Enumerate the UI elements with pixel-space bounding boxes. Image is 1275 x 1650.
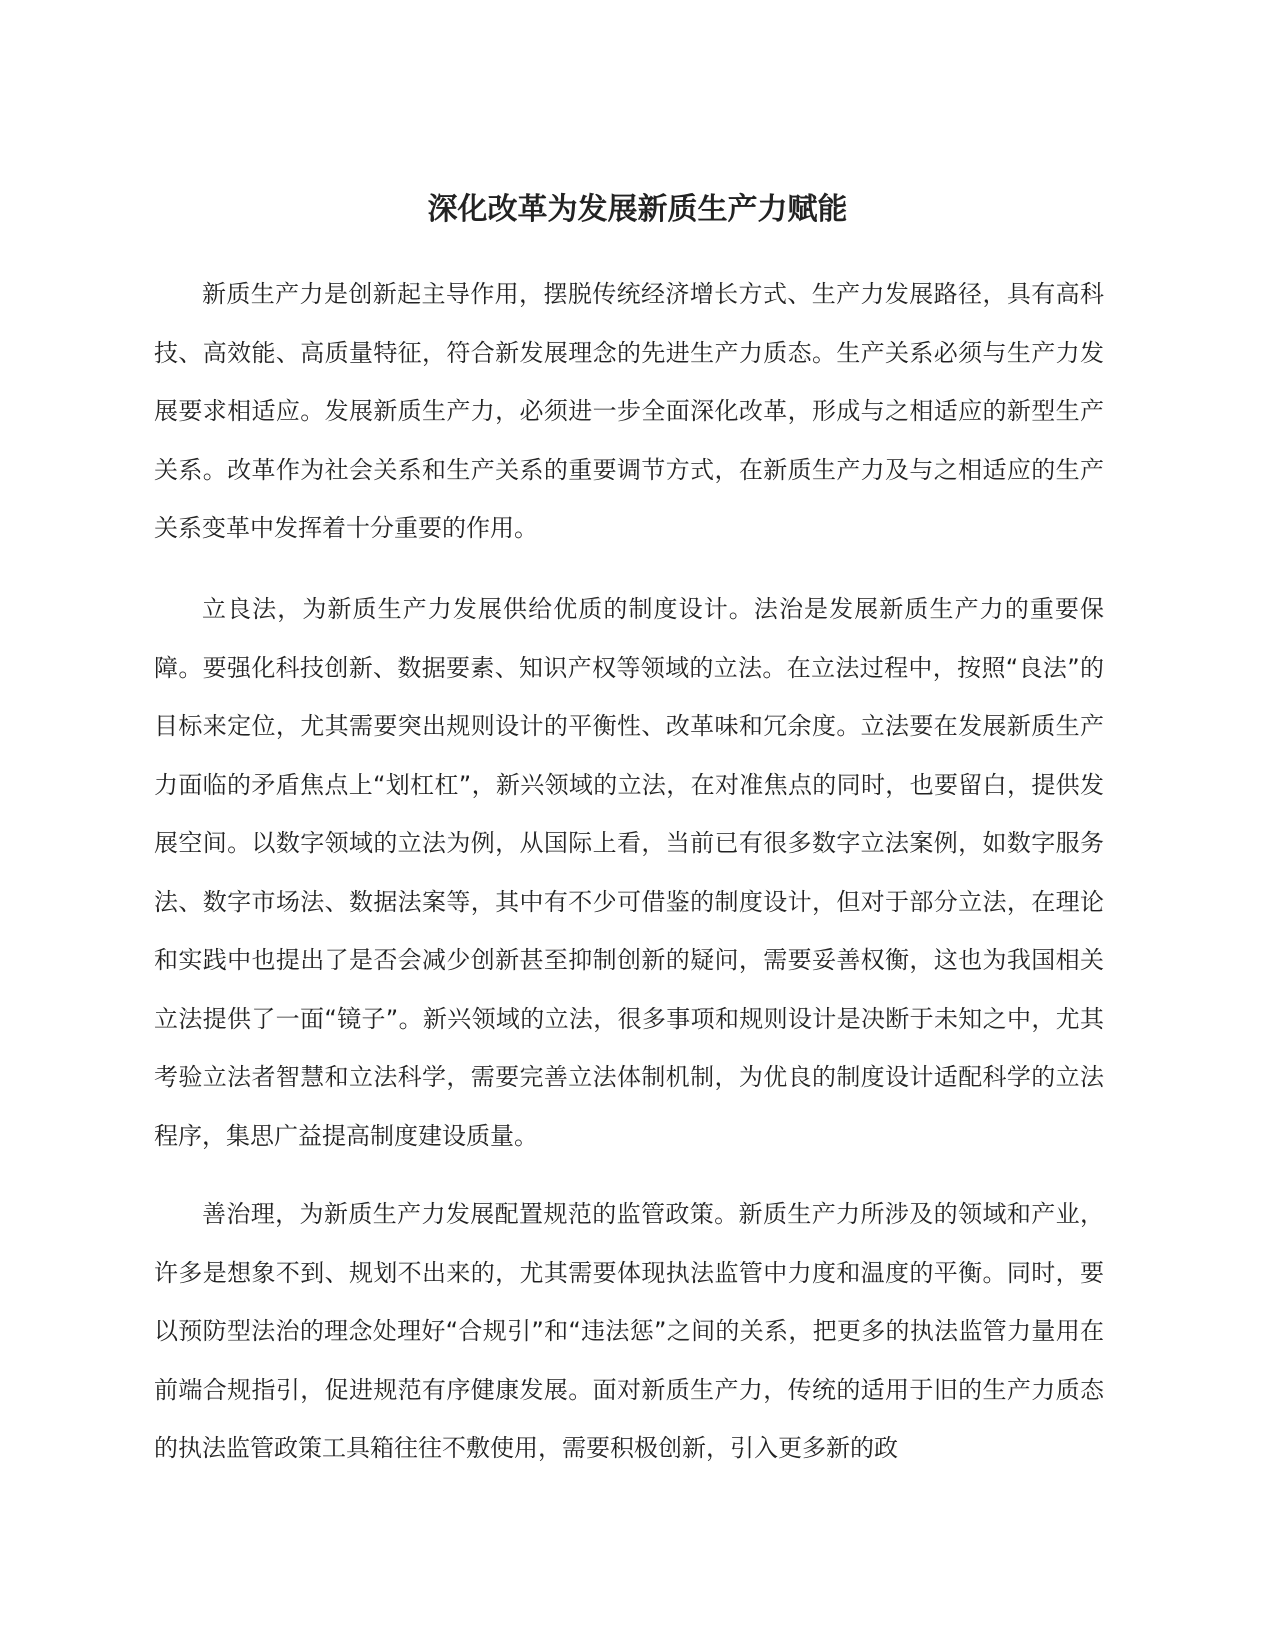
paragraph-legislation: 立良法，为新质生产力发展供给优质的制度设计。法治是发展新质生产力的重要保障。要强化科技创新、数据要素、知识产权等领域的立法。在立法过程中，按照“良法”的目标来定位，尤其需要突出规则设计的平衡性、改革味和冗余度。立法要在发展新质生产力面临的矛盾焦点上“划杠杠”，新兴领域的立法，在对准焦点的同时，也要留白，提供发展空间。以数字领域的立法为例，从国际上看，当前已有很多数字立法案例，如数字服务法、数字市场法、数据法案等，其中有不少可借鉴的制度设计，但对于部分立法，在理论和实践中也提出了是否会减少创新甚至抑制创新的疑问，需要妥善权衡，这也为我国相关立法提供了一面“镜子”。新兴领域的立法，很多事项和规则设计是决断于未知之中，尤其考验立法者智慧和立法科学，需要完善立法体制机制，为优良的制度设计适配科学的立法程序，集思广益提高制度建设质量。 (154, 595, 1104, 1150)
paragraph-governance: 善治理，为新质生产力发展配置规范的监管政策。新质生产力所涉及的领域和产业，许多是想象不到、规划不出来的，尤其需要体现执法监管中力度和温度的平衡。同时，要以预防型法治的理念处理好“合规引”和“违法惩”之间的关系，把更多的执法监管力量用在前端合规指引，促进规范有序健康发展。面对新质生产力，传统的适用于旧的生产力质态的执法监管政策工具箱往往不敷使用，需要积极创新，引入更多新的政 (154, 1200, 1104, 1462)
document-title: 深化改革为发展新质生产力赋能 (427, 192, 848, 227)
paragraph-intro: 新质生产力是创新起主导作用，摆脱传统经济增长方式、生产力发展路径，具有高科技、高效能、高质量特征，符合新发展理念的先进生产力质态。生产关系必须与生产力发展要求相适应。发展新质生产力，必须进一步全面深化改革，形成与之相适应的新型生产关系。改革作为社会关系和生产关系的重要调节方式，在新质生产力及与之相适应的生产关系变革中发挥着十分重要的作用。 (154, 280, 1104, 542)
